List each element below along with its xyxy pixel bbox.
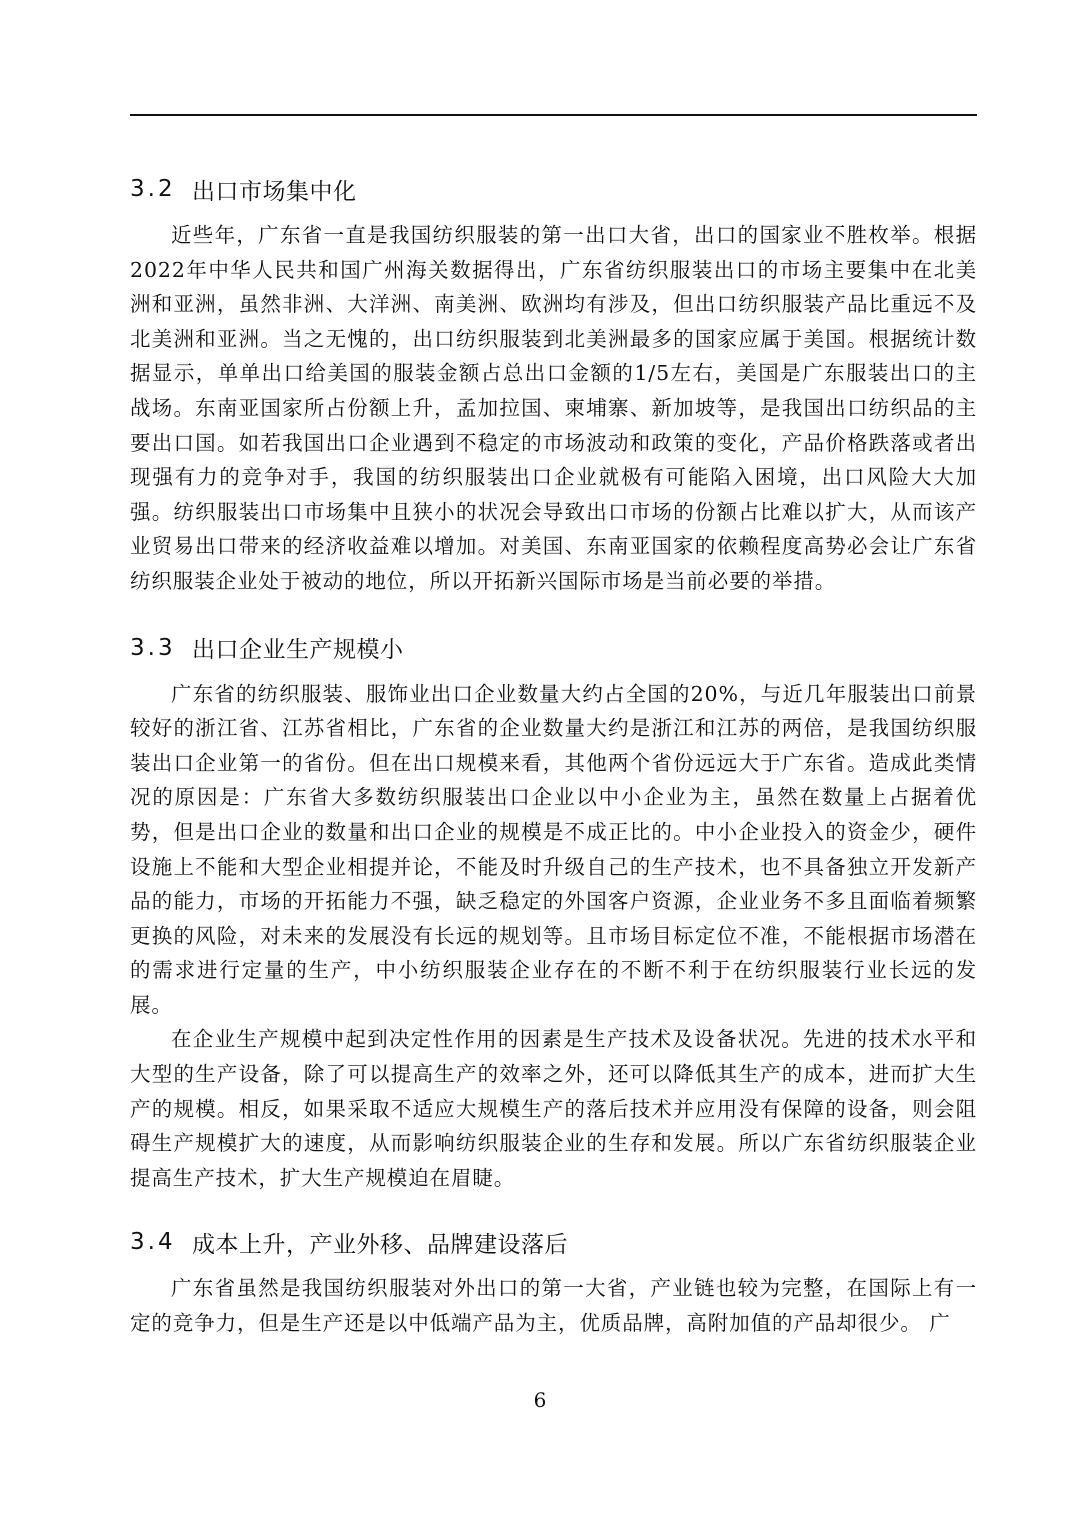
- header-rule: [130, 114, 977, 116]
- section-title: 出口市场集中化: [192, 178, 357, 205]
- section-heading: [130, 160, 977, 218]
- section-number: 3.3: [130, 634, 176, 661]
- section-heading: [130, 619, 977, 677]
- page-content: [130, 160, 977, 1341]
- section-number: 3.4: [130, 1229, 176, 1256]
- section-number: 3.2: [130, 176, 176, 202]
- section-title: 出口企业生产规模小: [192, 637, 404, 664]
- paragraph: 广东省的纺织服装、服饰业出口企业数量大约占全国的20%，与近几年服装出口前景较好的浙江省、江苏省相比，广东省的企业数量大约是浙江和江苏的两倍，是我国纺织服装出口企业第一的省份。但在出口规模来看，其他两个省份远远大于广东省。造成此类情况的原因是：广东省大多数纺织服装出口企业以中小企业为主，虽然在数量上占据着优势，但是出口企业的数量和出口企业的规模是不成正比的。中小企业投入的资金少，硬件设施上不能和大型企业相提并论，不能及时升级自己的生产技术，也不具备独立开发新产品的能力，市场的开拓能力不强，缺乏稳定的外国客户资源，企业业务不多且面临着频繁更换的风险，对未来的发展没有长远的规划等。且市场目标定位不准，不能根据市场潜在的需求进行定量的生产，中小纺织服装企业存在的不断不利于在纺织服装行业长远的发展。: [130, 681, 977, 1017]
- section-title: 成本上升，产业外移、品牌建设落后: [192, 1231, 568, 1258]
- page-number: 6: [533, 1388, 547, 1412]
- section-heading: [130, 1213, 977, 1271]
- paragraph: 在企业生产规模中起到决定性作用的因素是生产技术及设备状况。先进的技术水平和大型的生产设备，除了可以提高生产的效率之外，还可以降低其生产的成本，进而扩大生产的规模。相反，如果采取不适应大规模生产的落后技术并应用没有保障的设备，则会阻碍生产规模扩大的速度，从而影响纺织服装企业的生存和发展。所以广东省纺织服装企业提高生产技术，扩大生产规模迫在眉睫。: [130, 1027, 977, 1190]
- section-spacer: [130, 599, 977, 619]
- section-spacer: [130, 1195, 977, 1213]
- section-3-4: [130, 1213, 977, 1340]
- paragraph: 广东省虽然是我国纺织服装对外出口的第一大省，产业链也较为完整，在国际上有一定的竞争力，但是生产还是以中低端产品为主，优质品牌，高附加值的产品却很少。 广: [130, 1276, 977, 1336]
- section-3-2: [130, 160, 977, 599]
- section-3-3: [130, 619, 977, 1196]
- paragraph: 近些年，广东省一直是我国纺织服装的第一出口大省，出口的国家业不胜枚举。根据2022年中华人民共和国广州海关数据得出，广东省纺织服装出口的市场主要集中在北美洲和亚洲，虽然非洲、大洋洲、南美洲、欧洲均有涉及，但出口纺织服装产品比重远不及北美洲和亚洲。当之无愧的，出口纺织服装到北美洲最多的国家应属于美国。根据统计数据显示，单单出口给美国的服装金额占总出口金额的1/5左右，美国是广东服装出口的主战场。东南亚国家所占份额上升，孟加拉国、柬埔寨、新加坡等，是我国出口纺织品的主要出口国。如若我国出口企业遇到不稳定的市场波动和政策的变化，产品价格跌落或者出现强有力的竞争对手，我国的纺织服装出口企业就极有可能陷入困境，出口风险大大加强。纺织服装出口市场集中且狭小的状况会导致出口市场的份额占比难以扩大，从而该产业贸易出口带来的经济收益难以增加。对美国、东南亚国家的依赖程度高势必会让广东省纺织服装企业处于被动的地位，所以开拓新兴国际市场是当前必要的举措。: [130, 223, 977, 593]
